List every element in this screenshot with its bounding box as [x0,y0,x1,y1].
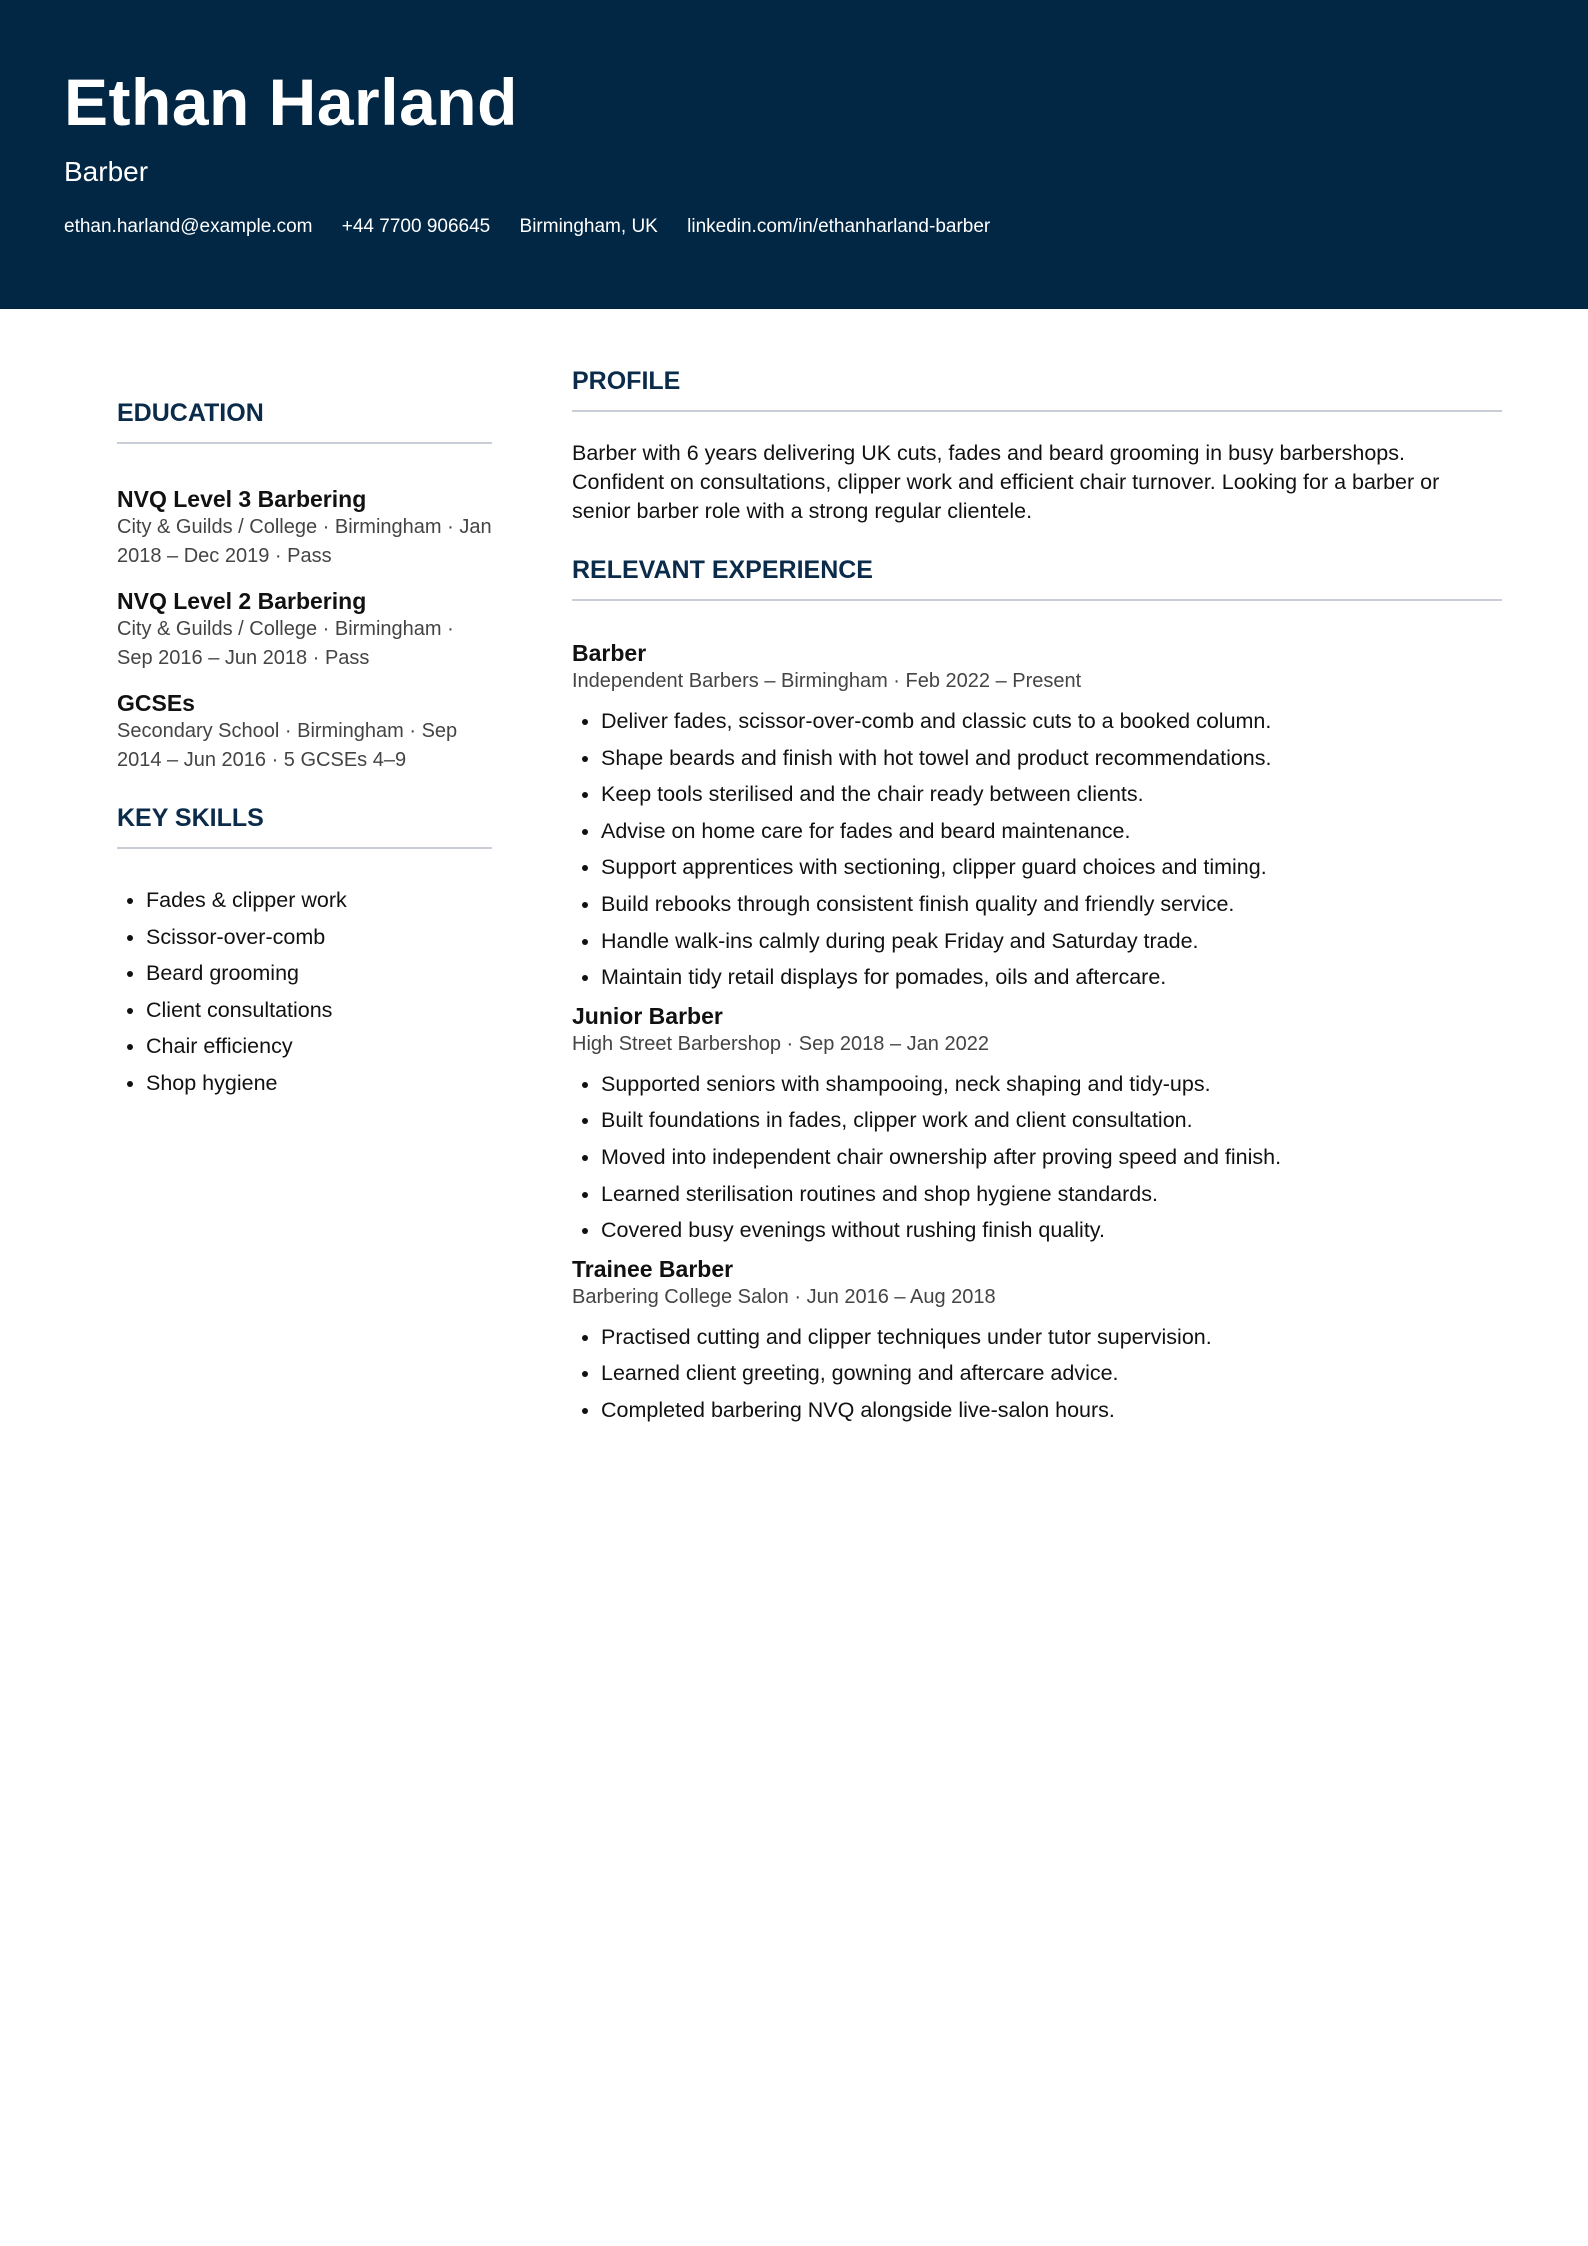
job-entry [572,639,1502,996]
job-title: Junior Barber [572,1002,723,1029]
right-column [572,364,1502,1429]
skill-item: • Beard grooming [146,955,492,992]
job-bullet: • Learned sterilisation routines and shop hygiene standards. [601,1176,1502,1213]
job-entry [572,1002,1502,1249]
skill-item: • Chair efficiency [146,1028,492,1065]
skill-item: • Scissor-over-comb [146,919,492,956]
job-bullet: • Maintain tidy retail displays for pomades, oils and aftercare. [601,959,1502,996]
education-item [117,689,492,775]
contact-location: Birmingham, UK [519,216,658,237]
experience-heading: RELEVANT EXPERIENCE [572,553,1502,601]
job-title: Trainee Barber [572,1255,734,1282]
job-bullet: • Build rebooks through consistent finish quality and friendly service. [601,886,1502,923]
education-meta: Secondary School · Birmingham · Sep 2014 – Jun 2016 · 5 GCSEs 4–9 [117,720,458,771]
job-meta: Independent Barbers – Birmingham · Feb 2022 – Present [572,670,1082,692]
job-meta: High Street Barbershop · Sep 2018 – Jan 2022 [572,1032,989,1055]
skill-item: • Fades & clipper work [146,882,492,919]
education-title: GCSEs [117,690,195,716]
job-meta: Barbering College Salon · Jun 2016 – Aug 2018 [572,1285,996,1308]
education-title: NVQ Level 3 Barbering [117,486,367,512]
skill-item: • Client consultations [146,992,492,1029]
job-bullet: • Built foundations in fades, clipper work and client consultation. [601,1102,1502,1139]
job-title: Barber [572,640,647,666]
education-item [117,587,492,673]
job-bullet: • Deliver fades, scissor-over-comb and classic cuts to a booked column. [601,703,1502,740]
profile-summary: Barber with 6 years delivering UK cuts, fades and beard grooming in busy barbershops. Confident on consultations, clipper work and efficient chair turnover. Looking for a barber or senior barber role with a strong regular clientele. [572,441,1440,523]
education-meta: City & Guilds / College · Birmingham · Jan 2018 – Dec 2019 · Pass [117,516,492,567]
job-bullet: • Shape beards and finish with hot towel and product recommendations. [601,740,1502,777]
candidate-role: Barber [64,156,149,187]
job-bullet: • Learned client greeting, gowning and aftercare advice. [601,1355,1502,1392]
job-bullet: • Handle walk-ins calmly during peak Friday and Saturday trade. [601,923,1502,960]
education-title: NVQ Level 2 Barbering [117,588,367,614]
skill-item: • Shop hygiene [146,1065,492,1102]
contact-phone[interactable]: +44 7700 906645 [341,216,491,237]
education-meta: City & Guilds / College · Birmingham · Sep 2016 – Jun 2018 · Pass [117,618,454,669]
job-bullets [572,703,1502,996]
job-bullet: • Moved into independent chair ownership after proving speed and finish. [601,1139,1502,1176]
skills-heading: KEY SKILLS [117,801,492,849]
job-bullet: • Keep tools sterilised and the chair ready between clients. [601,776,1502,813]
candidate-name: Ethan Harland [64,65,518,139]
job-bullets [572,1066,1502,1249]
contact-email[interactable]: ethan.harland@example.com [64,216,313,237]
contact-line [64,214,1014,240]
resume-header [0,0,1588,309]
education-item [117,485,492,571]
job-bullet: • Advise on home care for fades and beard maintenance. [601,813,1502,850]
job-bullet: • Practised cutting and clipper techniques under tutor supervision. [601,1319,1502,1356]
contact-linkedin[interactable]: linkedin.com/in/ethanharland-barber [687,216,991,237]
left-column [117,396,492,1102]
skills-list [117,882,492,1102]
profile-heading: PROFILE [572,364,1502,412]
job-entry [572,1255,1502,1429]
job-bullet: • Support apprentices with sectioning, clipper guard choices and timing. [601,849,1502,886]
job-bullet: • Covered busy evenings without rushing finish quality. [601,1212,1502,1249]
job-bullets [572,1319,1502,1429]
education-heading: EDUCATION [117,396,492,444]
job-bullet: • Completed barbering NVQ alongside live-salon hours. [601,1392,1502,1429]
job-bullet: • Supported seniors with shampooing, neck shaping and tidy-ups. [601,1066,1502,1103]
